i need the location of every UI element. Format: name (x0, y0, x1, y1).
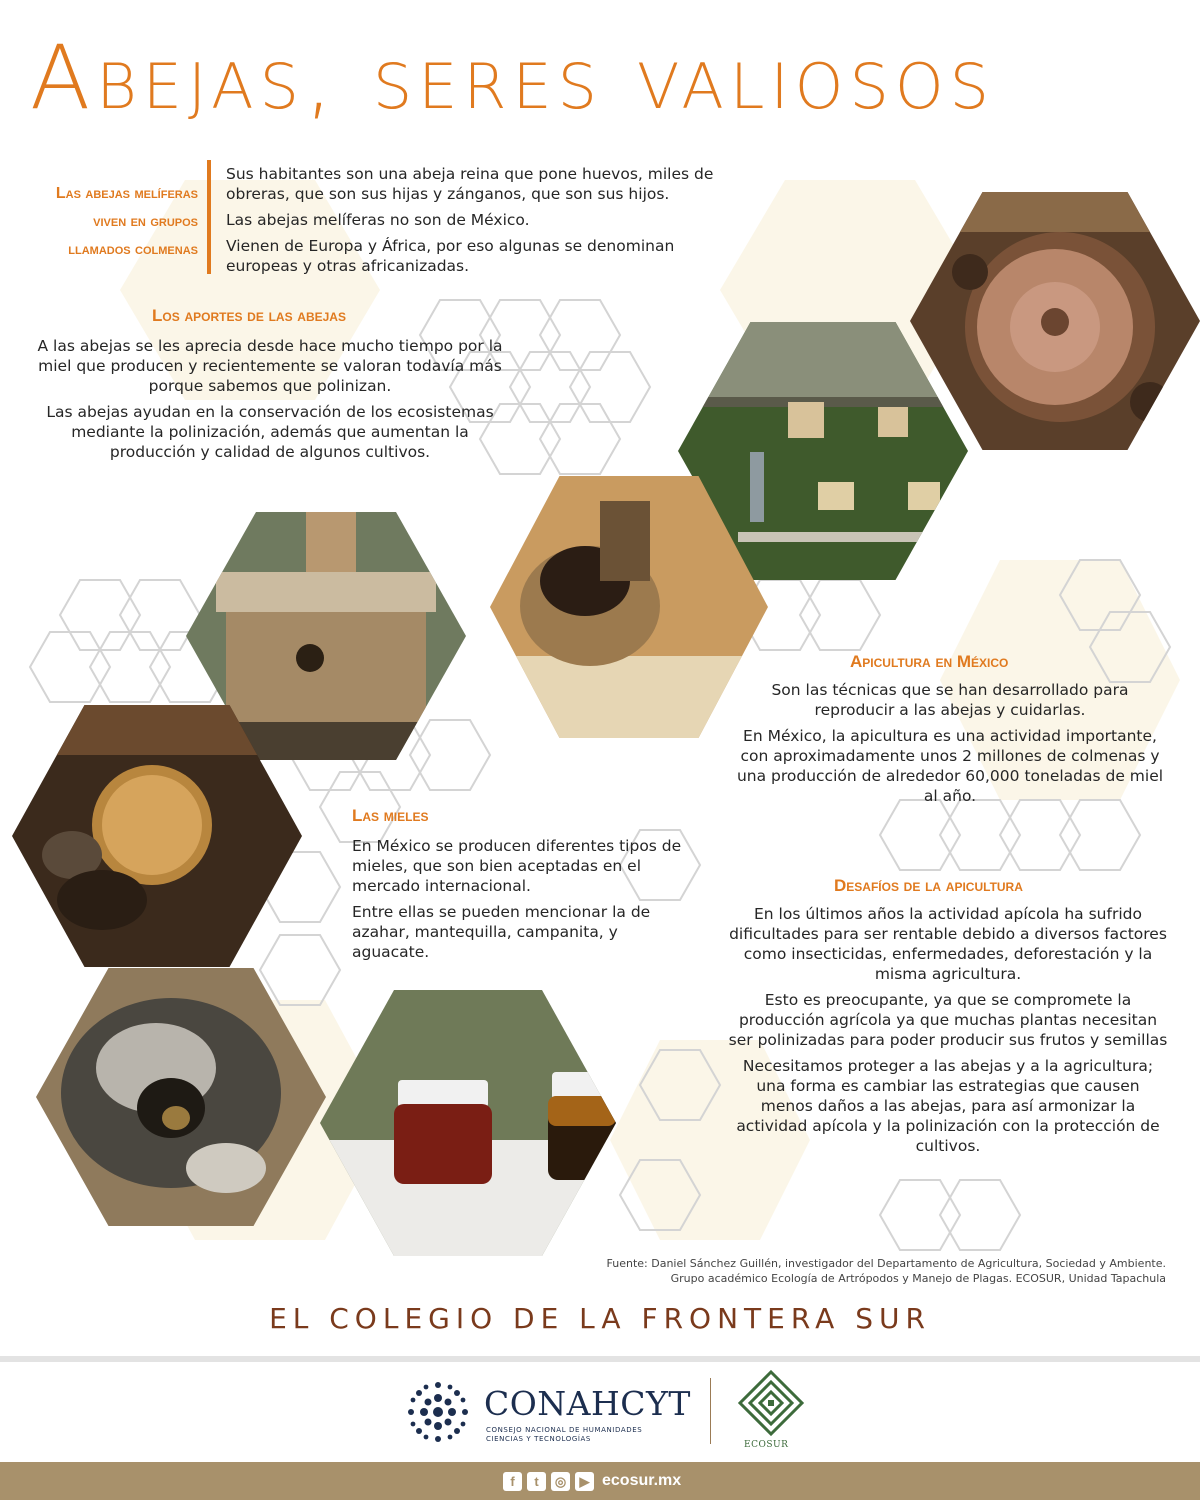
mieles-paragraph: En México se producen diferentes tipos de mieles, que son bien aceptadas en el mercado internacional. (352, 837, 682, 895)
conahcyt-logo-icon (402, 1376, 474, 1448)
intro-paragraph: Sus habitantes son una abeja reina que pone huevos, miles de obreras, que son sus hijas y zánganos, que son sus hijos. (226, 165, 714, 203)
institution-name: EL COLEGIO DE LA FRONTERA SUR (269, 1302, 931, 1335)
aportes-heading: Los aportes de las abejas (152, 306, 346, 325)
aportes-paragraph: Las abejas ayudan en la conservación de los ecosistemas mediante la polinización, además que aumentan la producción y calidad de algunos cultivos. (46, 403, 494, 461)
youtube-icon[interactable]: ▶ (575, 1472, 594, 1491)
desafios-text (728, 904, 1168, 1162)
desafios-paragraph: Esto es preocupante, ya que se compromete la producción agrícola ya que muchas plantas necesitan ser polinizadas para poder producir sus frutos y semillas (728, 991, 1168, 1049)
page-title: Abejas, seres valiosos (30, 26, 995, 129)
instagram-icon[interactable]: ◎ (551, 1472, 570, 1491)
intro-text (226, 164, 726, 282)
apicultura-heading: Apicultura en México (850, 652, 1009, 671)
intro-divider (207, 160, 211, 274)
apicultura-paragraph: Son las técnicas que se han desarrollado para reproducir a las abejas y cuidarlas. (771, 681, 1129, 719)
ecosur-logo-icon (736, 1368, 806, 1438)
intro-paragraph: Las abejas melíferas no son de México. (226, 211, 530, 229)
logo-divider (710, 1378, 711, 1444)
mieles-heading: Las mieles (352, 806, 429, 825)
intro-heading: Las abejas melíferas viven en grupos llamados colmenas (55, 185, 198, 258)
website-link[interactable]: ecosur.mx (602, 1472, 682, 1489)
conahcyt-subtitle (486, 1426, 686, 1444)
logos-row (0, 1362, 1200, 1462)
mieles-paragraph: Entre ellas se pueden mencionar la de azahar, mantequilla, campanita, y aguacate. (352, 903, 651, 961)
desafios-heading: Desafíos de la apicultura (834, 876, 1023, 895)
footer-bar (0, 1462, 1200, 1500)
source-line: Fuente: Daniel Sánchez Guillén, investigador del Departamento de Agricultura, Sociedad y Ambiente. (606, 1257, 1166, 1270)
desafios-paragraph: Necesitamos proteger a las abejas y a la agricultura; una forma es cambiar las estrategias que causen menos daños a las abejas, para así armonizar la actividad apícola y la polinización con la protección de cultivos. (736, 1057, 1160, 1155)
conahcyt-subtitle-line: CIENCIAS Y TECNOLOGÍAS (486, 1435, 591, 1443)
mieles-text (352, 836, 682, 968)
source-line: Grupo académico Ecología de Artrópodos y Manejo de Plagas. ECOSUR, Unidad Tapachula (670, 1272, 1166, 1285)
intro-paragraph: Vienen de Europa y África, por eso algunas se denominan europeas y otras africanizadas. (226, 237, 675, 275)
facebook-icon[interactable]: f (503, 1472, 522, 1491)
source-credit (466, 1256, 1166, 1286)
aportes-paragraph: A las abejas se les aprecia desde hace mucho tiempo por la miel que producen y recientemente se valoran todavía más porque sabemos que polinizan. (37, 337, 503, 395)
social-links (503, 1471, 681, 1491)
desafios-paragraph: En los últimos años la actividad apícola ha sufrido dificultades para ser rentable debido a diversos factores como insecticidas, enfermedades, deforestación y la misma agricultura. (729, 905, 1167, 983)
ecosur-name: ECOSUR (744, 1440, 789, 1450)
conahcyt-subtitle-line: CONSEJO NACIONAL DE HUMANIDADES (486, 1426, 643, 1434)
twitter-icon[interactable]: t (527, 1472, 546, 1491)
apicultura-text (730, 680, 1170, 812)
aportes-text (30, 336, 510, 468)
apicultura-paragraph: En México, la apicultura es una actividad importante, con aproximadamente unos 2 millones de colmenas y una producción de alrededor 60,000 toneladas de miel al año. (736, 727, 1164, 805)
conahcyt-name: CONAHCYT (484, 1384, 691, 1423)
